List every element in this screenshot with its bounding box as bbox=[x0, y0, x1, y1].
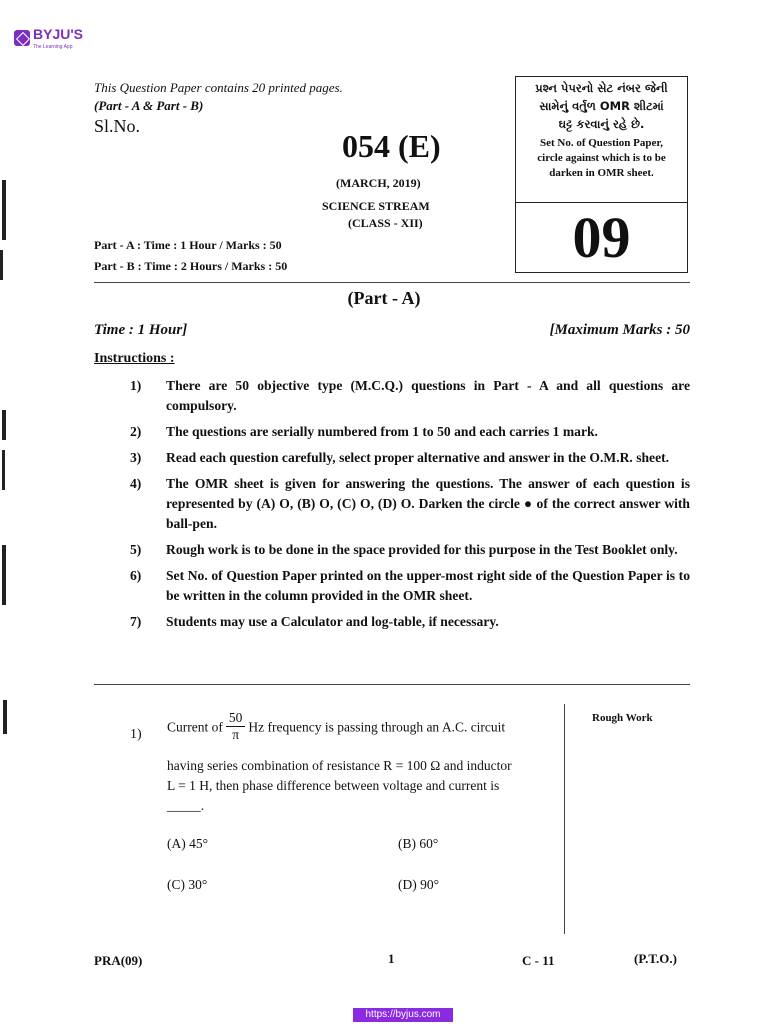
brand-logo-icon bbox=[14, 30, 30, 46]
divider bbox=[94, 282, 690, 283]
instruction-number: 4) bbox=[130, 476, 142, 491]
brand-logo bbox=[14, 26, 83, 50]
class: (CLASS - XII) bbox=[348, 216, 423, 230]
parts-note: (Part - A & Part - B) bbox=[94, 98, 204, 113]
english-line: circle against which is to be bbox=[537, 152, 666, 164]
instruction-item bbox=[94, 376, 690, 416]
question-text-line: L = 1 H, then phase difference between voltage and current is bbox=[167, 778, 500, 793]
rough-work-label: Rough Work bbox=[592, 712, 653, 724]
set-number-box bbox=[515, 76, 688, 273]
instructions-list bbox=[94, 376, 690, 638]
part-a-time: Part - A : Time : 1 Hour / Marks : 50 bbox=[94, 238, 282, 252]
set-number: 09 bbox=[572, 205, 631, 270]
rough-work-divider bbox=[564, 704, 565, 934]
instruction-number: 6) bbox=[130, 568, 142, 583]
question-text bbox=[167, 712, 505, 745]
option-b: (B) 60° bbox=[398, 836, 439, 851]
footer-code: PRA(09) bbox=[94, 953, 143, 968]
scan-mark bbox=[2, 180, 6, 240]
instruction-item bbox=[94, 566, 690, 606]
brand-name: BYJU'S bbox=[33, 26, 84, 42]
max-marks-label: [Maximum Marks : 50 bbox=[549, 322, 690, 338]
page-number: 1 bbox=[388, 951, 395, 966]
gujarati-line: સામેનું વર્તુળ OMR શીટમાં bbox=[539, 99, 664, 113]
option-c: (C) 30° bbox=[167, 877, 208, 892]
instruction-number: 5) bbox=[130, 542, 142, 557]
question-number: 1) bbox=[130, 727, 142, 742]
instructions-heading: Instructions : bbox=[94, 351, 175, 366]
option-d: (D) 90° bbox=[398, 877, 440, 892]
english-instruction bbox=[518, 136, 685, 181]
part-a-time-label: Time : 1 Hour] bbox=[94, 322, 188, 338]
question-text-line: _____. bbox=[167, 798, 205, 813]
option-a: (A) 45° bbox=[167, 836, 209, 851]
instruction-number: 7) bbox=[130, 614, 142, 629]
gujarati-line: પ્રશ્ન પેપરનો સેટ નંબર જેની bbox=[535, 81, 668, 95]
instruction-text: Students may use a Calculator and log-table, if necessary. bbox=[166, 614, 499, 629]
fraction bbox=[226, 710, 246, 743]
question-text-line: having series combination of resistance R = 100 Ω and inductor bbox=[167, 758, 512, 773]
instruction-item bbox=[94, 474, 690, 534]
sl-no-label: Sl.No. bbox=[94, 116, 141, 136]
scan-mark bbox=[2, 545, 6, 605]
instruction-text: Set No. of Question Paper printed on the upper-most right side of the Question Paper is to be written in the column provided in the OMR sheet. bbox=[166, 568, 690, 603]
part-b-time: Part - B : Time : 2 Hours / Marks : 50 bbox=[94, 259, 288, 273]
fraction-denominator: π bbox=[232, 727, 240, 742]
fraction-numerator: 50 bbox=[226, 710, 246, 727]
scan-mark bbox=[3, 700, 7, 734]
instruction-item bbox=[94, 540, 690, 560]
instruction-number: 1) bbox=[130, 378, 142, 393]
instruction-item bbox=[94, 422, 690, 442]
instruction-number: 3) bbox=[130, 450, 142, 465]
footer-c-code: C - 11 bbox=[522, 953, 555, 968]
instruction-item bbox=[94, 448, 690, 468]
instruction-text: The OMR sheet is given for answering the questions. The answer of each question is represented by (A) O, (B) O, (C) O, (D) O. Darken the circle ● of the correct answer with ball-pen. bbox=[166, 476, 690, 531]
scan-mark bbox=[2, 410, 6, 440]
brand-tagline: The Learning App bbox=[33, 44, 73, 50]
exam-date: (MARCH, 2019) bbox=[336, 176, 421, 190]
source-url-link[interactable]: https://byjus.com bbox=[353, 1008, 453, 1022]
paper-code: 054 (E) bbox=[342, 128, 441, 164]
set-box-instructions bbox=[516, 77, 687, 203]
question-text-part: Hz frequency is passing through an A.C. circuit bbox=[248, 719, 506, 735]
instruction-text: The questions are serially numbered from 1 to 50 and each carries 1 mark. bbox=[166, 424, 598, 439]
pto-label: (P.T.O.) bbox=[634, 951, 677, 966]
instruction-text: Rough work is to be done in the space provided for this purpose in the Test Booklet only. bbox=[166, 542, 678, 557]
stream: SCIENCE STREAM bbox=[322, 199, 430, 213]
instruction-text: Read each question carefully, select proper alternative and answer in the O.M.R. sheet. bbox=[166, 450, 670, 465]
part-a-title: (Part - A) bbox=[347, 288, 421, 308]
divider bbox=[94, 684, 690, 685]
english-line: darken in OMR sheet. bbox=[549, 167, 654, 179]
gujarati-line: ઘટ્ટ કરવાનું રહે છે. bbox=[558, 117, 645, 131]
scan-mark bbox=[2, 450, 5, 490]
english-line: Set No. of Question Paper, bbox=[539, 137, 664, 149]
pages-note: This Question Paper contains 20 printed pages. bbox=[94, 80, 343, 95]
instruction-number: 2) bbox=[130, 424, 142, 439]
instruction-item bbox=[94, 612, 690, 632]
question-text-part: Current of bbox=[167, 719, 223, 735]
instruction-text: There are 50 objective type (M.C.Q.) questions in Part - A and all questions are compulsory. bbox=[166, 378, 690, 413]
scan-mark bbox=[0, 250, 3, 280]
